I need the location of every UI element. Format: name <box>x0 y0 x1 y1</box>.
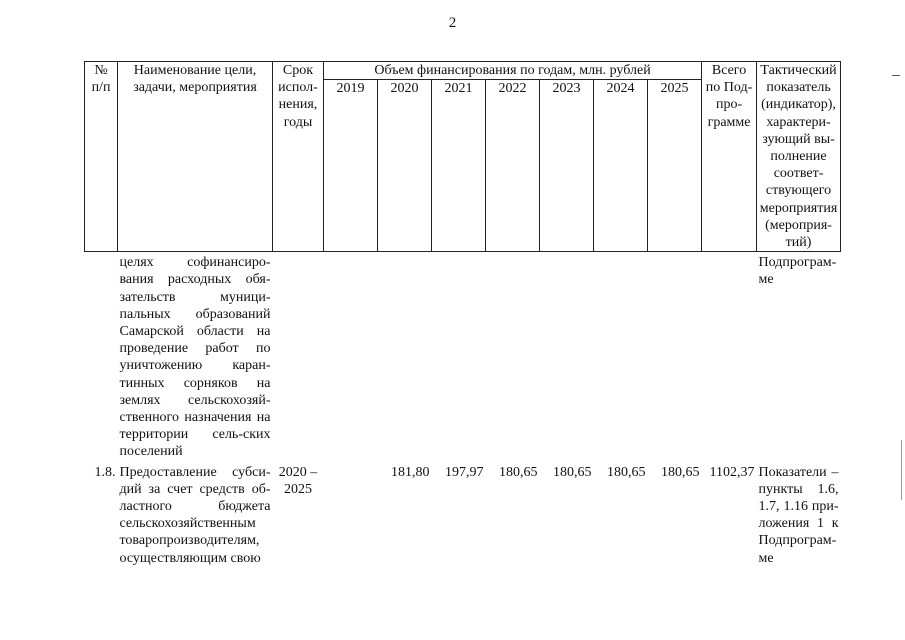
row-total: 1102,37 <box>709 464 755 480</box>
scan-mark <box>901 440 902 500</box>
table-row <box>85 252 841 461</box>
row-value-2025: 180,65 <box>661 464 700 480</box>
row-value-2022 <box>486 252 540 461</box>
row-value-2024 <box>594 252 648 461</box>
header-year: 2024 <box>594 80 648 252</box>
row-value-2019 <box>324 252 378 461</box>
row-value-2022: 180,65 <box>499 464 538 480</box>
row-indicator: Подпрограм-ме <box>758 255 837 288</box>
row-indicator: Показатели – пункты 1.6, 1.7, 1.16 при-ложения 1 к Подпрограм-ме <box>758 464 839 566</box>
header-funding-group: Объем финансирования по годам, млн. рублей <box>324 62 702 80</box>
header-year: 2021 <box>432 80 486 252</box>
row-num: 1.8. <box>94 464 116 480</box>
header-indicator: Тактический показатель (индикатор), характери-зующий вы-полнение соответ-ствующего мероприятия (мероприя-тий) <box>757 62 841 252</box>
header-term: Срок испол-нения, годы <box>273 62 324 252</box>
row-name: Предоставление субси-дий за счет средств об-ластного бюджета сельскохозяйственным товаропроизводителям, осуществляющим свою <box>119 464 271 566</box>
row-value-2021 <box>432 252 486 461</box>
row-term <box>273 252 324 461</box>
header-total: Всего по Под-про-грамме <box>702 62 757 252</box>
row-num <box>85 252 118 461</box>
header-name: Наименование цели, задачи, мероприятия <box>118 62 273 252</box>
row-value-2023 <box>540 252 594 461</box>
scan-mark <box>892 75 900 76</box>
header-num: № п/п <box>85 62 118 252</box>
row-value-2020: 181,80 <box>391 464 430 480</box>
page-number: 2 <box>448 15 457 31</box>
table-header <box>85 62 841 252</box>
row-value-2024: 180,65 <box>607 464 646 480</box>
row-value-2021: 197,97 <box>445 464 484 480</box>
row-value-2020 <box>378 252 432 461</box>
row-name: целях софинансиро-вания расходных обя-зательств муници-пальных образований Самарской области на проведение работ по уничтожению каран-тинных сорняков на землях сельскохозяй-ственного назначения на территории сель-ских поселений <box>119 255 271 460</box>
header-year: 2019 <box>324 80 378 252</box>
table-row <box>85 461 841 567</box>
financing-table <box>84 61 841 567</box>
header-year: 2022 <box>486 80 540 252</box>
header-year: 2025 <box>648 80 702 252</box>
row-term: 2020 – 2025 <box>278 464 318 497</box>
row-value-2023: 180,65 <box>553 464 592 480</box>
row-total <box>702 252 757 461</box>
header-year: 2020 <box>378 80 432 252</box>
row-value-2025 <box>648 252 702 461</box>
header-year: 2023 <box>540 80 594 252</box>
row-value-2019 <box>324 461 378 567</box>
